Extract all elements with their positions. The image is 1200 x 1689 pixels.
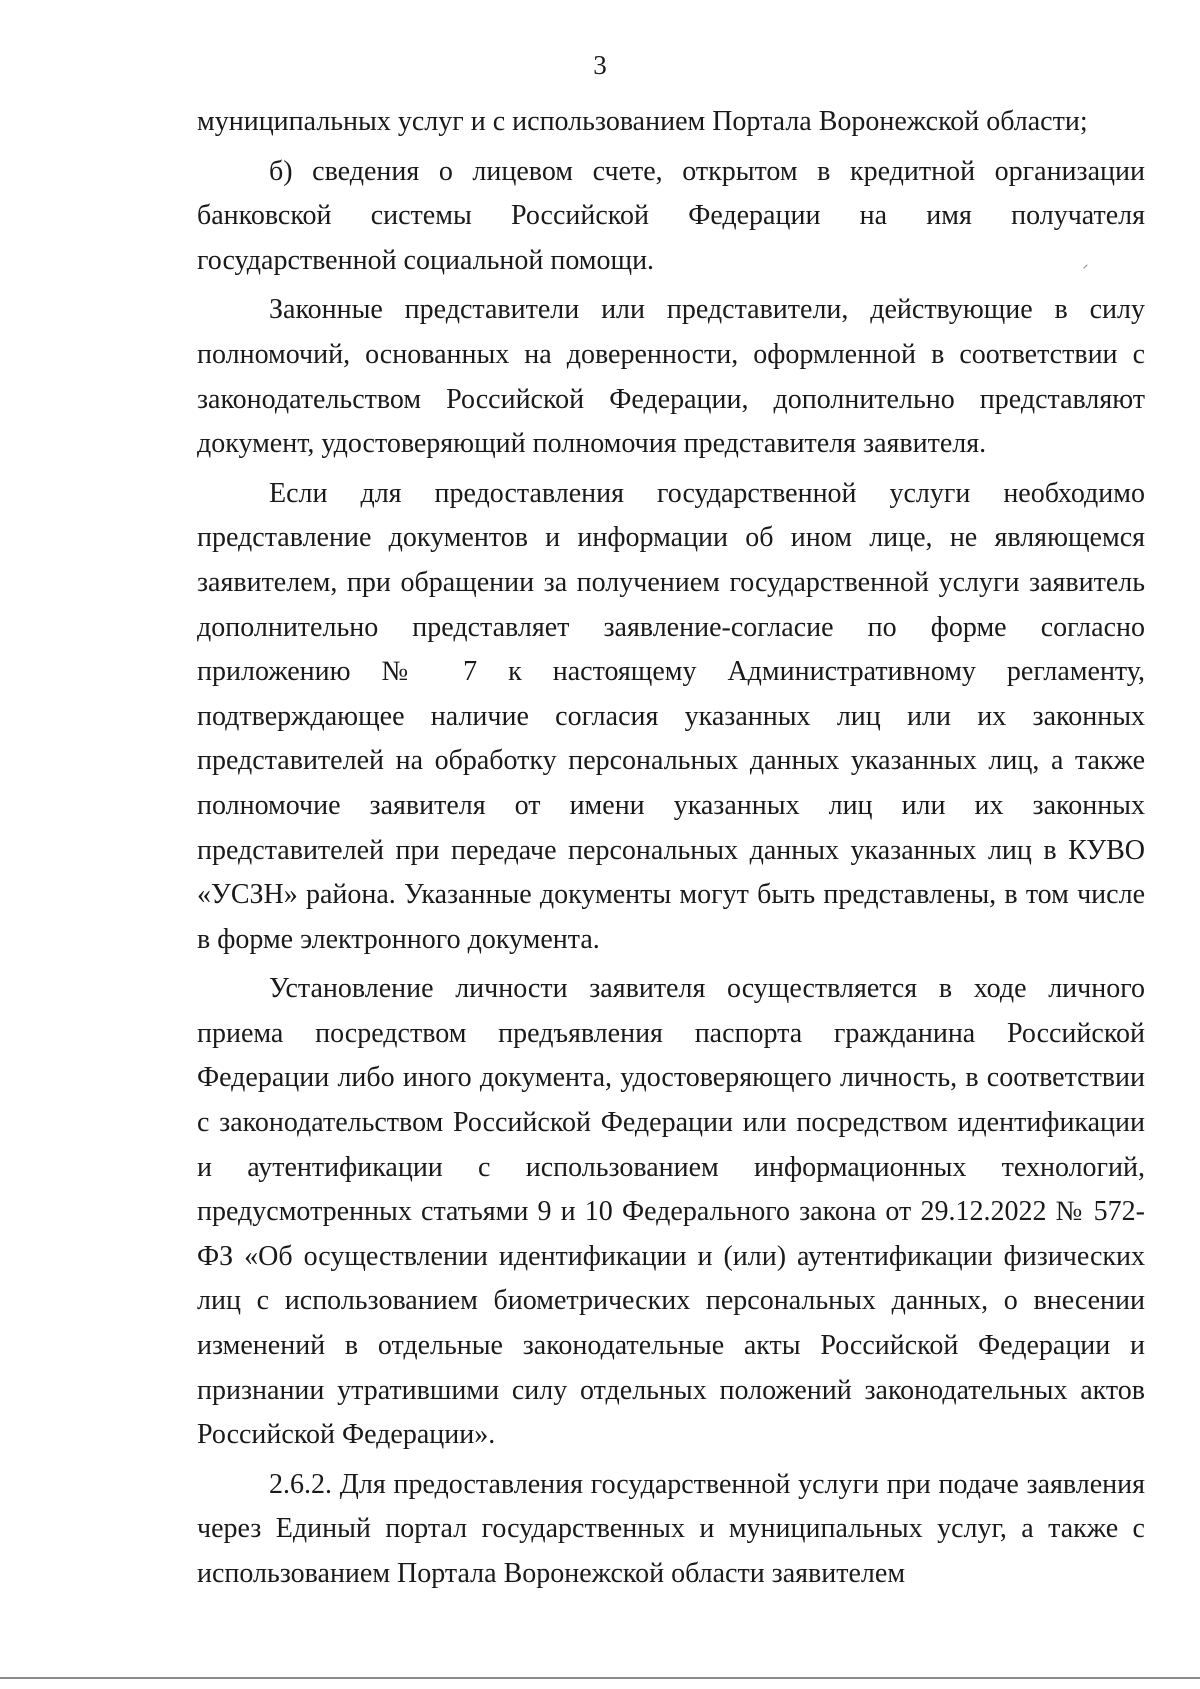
page-number: 3 xyxy=(593,50,607,80)
paragraph-legal-representatives: Законные представители или представители, действующие в силу полномочий, основанных на доверенности, оформленной в соответствии с законодательством Российской Федерации, дополнительно представляют документ, удостоверяющий полномочия представителя заявителя. xyxy=(197,294,1145,460)
paragraph-bank-account: б) сведения о лицевом счете, открытом в кредитной организации банковской системы Российской Федерации на имя получателя государственной социальной помощи. xyxy=(197,155,1145,276)
page-bottom-rule xyxy=(0,1677,1200,1679)
paragraph-2-6-2: 2.6.2. Для предоставления государственной услуги при подаче заявления через Единый портал государственных и муниципальных услуг, а также с использованием Портала Воронежской области заявителем xyxy=(197,1468,1145,1589)
paragraph-identity-verification: Установление личности заявителя осуществляется в ходе личного приема посредством предъявления паспорта гражданина Российской Федерации либо иного документа, удостоверяющего личность, в соответствии с законодательством Российской Федерации или посредством идентификации и аутентификации с использованием информационных технологий, предусмотренных статьями 9 и 10 Федерального закона от 29.12.2022 № 572-ФЗ «Об осуществлении идентификации и (или) аутентификации физических лиц с использованием биометрических персональных данных, о внесении изменений в отдельные законодательные акты Российской Федерации и признании утратившими силу отдельных положений законодательных актов Российской Федерации». xyxy=(197,973,1145,1451)
paragraph-continuation: муниципальных услуг и с использованием Портала Воронежской области; xyxy=(197,106,1088,137)
document-body xyxy=(197,100,1145,1597)
paragraph-consent-statement: Если для предоставления государственной услуги необходимо представление документов и информации об ином лице, не являющемся заявителем, при обращении за получением государственной услуги заявитель дополнительно представляет заявление-согласие по форме согласно приложению № 7 к настоящему Административному регламенту, подтверждающее наличие согласия указанных лиц или их законных представителей на обработку персональных данных указанных лиц, а также полномочие заявителя от имени указанных лиц или их законных представителей при передаче персональных данных указанных лиц в КУВО «УСЗН» района. Указанные документы могут быть представлены, в том числе в форме электронного документа. xyxy=(197,477,1145,955)
